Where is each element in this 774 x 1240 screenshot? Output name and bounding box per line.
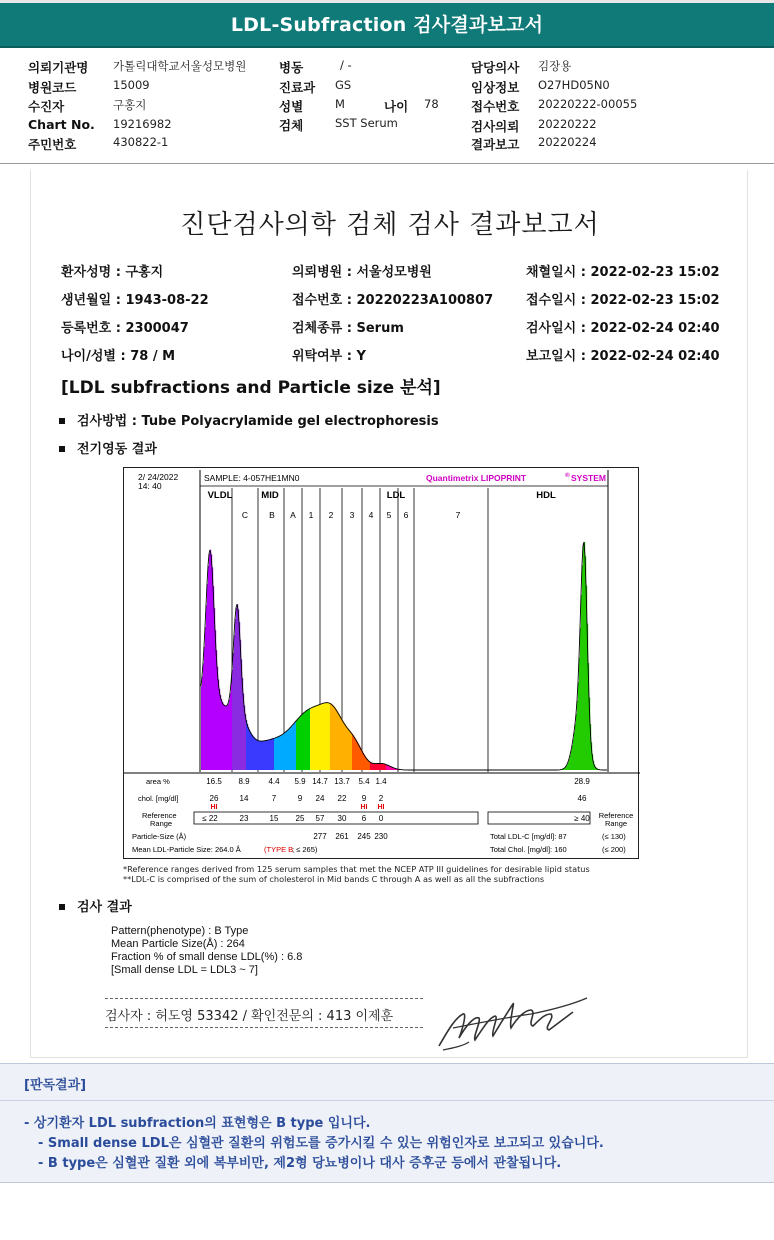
result-line: Pattern(phenotype) : B Type bbox=[111, 925, 249, 937]
divider bbox=[0, 163, 774, 164]
header-key: 병원코드 bbox=[28, 80, 77, 95]
judgement-line: - 상기환자 LDL subfraction의 표현형은 B type 입니다. bbox=[24, 1116, 371, 1131]
header-key: 접수번호 bbox=[471, 99, 520, 114]
divider bbox=[105, 998, 423, 999]
area-value: 5.4 bbox=[358, 777, 370, 786]
chol-value: 9 bbox=[361, 794, 367, 803]
chol-value: 26 bbox=[209, 794, 219, 803]
header-key: 병동 bbox=[279, 60, 304, 75]
patient-field: 나이/성별 : 78 / M bbox=[61, 349, 176, 364]
patient-field: 위탁여부 : Y bbox=[292, 349, 366, 364]
patient-field: 의뢰병원 : 서울성모병원 bbox=[292, 265, 432, 280]
signature-image bbox=[433, 988, 593, 1058]
area-value: 1.4 bbox=[375, 777, 387, 786]
report-title: 진단검사의학 검체 검사 결과보고서 bbox=[180, 210, 600, 240]
row-label: Reference bbox=[598, 811, 634, 820]
header-key: 주민번호 bbox=[28, 137, 77, 152]
header-value: 430822-1 bbox=[113, 135, 169, 149]
total-ldl-ref: (≤ 130) bbox=[602, 832, 626, 841]
result-line: [Small dense LDL = LDL3 ~ 7] bbox=[111, 964, 258, 976]
header-value: 구홍지 bbox=[113, 98, 147, 112]
note-line: **LDL-C is comprised of the sum of cholesterol in Mid bands C through A as well as all the subfractions bbox=[123, 873, 545, 884]
request-info-header bbox=[0, 54, 774, 158]
patient-field: 보고일시 : 2022-02-24 02:40 bbox=[526, 349, 720, 364]
ref-box bbox=[194, 812, 478, 824]
header-key: 의뢰기관명 bbox=[28, 60, 89, 75]
title-bar bbox=[0, 0, 774, 48]
patient-field: 접수일시 : 2022-02-23 15:02 bbox=[526, 293, 720, 308]
chart-sample-id: SAMPLE: 4-057HE1MN0 bbox=[204, 473, 300, 483]
chol-value: 14 bbox=[239, 794, 249, 803]
chol-value: 22 bbox=[337, 794, 347, 803]
header-key: 나이 bbox=[384, 99, 409, 114]
chart-system-label: Quantimetrix LIPOPRINT bbox=[426, 473, 527, 483]
chart-system-suffix: SYSTEM bbox=[571, 473, 606, 483]
band-label: 5 bbox=[386, 510, 392, 520]
chol-value: 24 bbox=[315, 794, 325, 803]
method-line bbox=[59, 410, 439, 429]
ref-value: 15 bbox=[269, 814, 279, 823]
hi-flag: HI bbox=[377, 804, 385, 811]
result-line: Fraction % of small dense LDL(%) : 6.8 bbox=[111, 951, 303, 963]
bullet-icon bbox=[59, 446, 65, 452]
group-label: HDL bbox=[536, 490, 556, 501]
judgement-panel bbox=[0, 1063, 774, 1183]
chart-notes bbox=[123, 865, 590, 884]
method-text: 검사방법 : Tube Polyacrylamide gel electrophoresis bbox=[77, 414, 439, 429]
inspector-line: 검사자 : 허도영 53342 / 확인전문의 : 413 이제훈 bbox=[105, 1009, 394, 1024]
judgement-line: - Small dense LDL은 심혈관 질환의 위험도를 증가시킬 수 있는 위험인자로 보고되고 있습니다. bbox=[38, 1136, 604, 1151]
chart-system-mark: ® bbox=[565, 472, 570, 479]
band-label: 3 bbox=[349, 510, 355, 520]
ref-value: 25 bbox=[295, 814, 305, 823]
area-value: 16.5 bbox=[206, 777, 222, 786]
header-value: 20220224 bbox=[538, 135, 597, 149]
header-value: 19216982 bbox=[113, 117, 172, 131]
total-chol-label: Total Chol. [mg/dl]: 160 bbox=[490, 845, 567, 854]
electro-title: 전기영동 결과 bbox=[77, 442, 157, 457]
judgement-title: [판독결과] bbox=[24, 1078, 87, 1093]
area-value: 4.4 bbox=[268, 777, 280, 786]
header-key: 결과보고 bbox=[471, 137, 520, 152]
curve-outline bbox=[201, 542, 607, 770]
ref-value: 30 bbox=[337, 814, 347, 823]
size-value: 245 bbox=[357, 832, 371, 841]
type-label: (TYPE B bbox=[264, 845, 294, 854]
band-label: 7 bbox=[455, 510, 461, 520]
band-label: 2 bbox=[328, 510, 334, 520]
result-heading bbox=[59, 896, 132, 915]
band-label: A bbox=[290, 510, 296, 520]
ref-value: ≥ 40 bbox=[574, 814, 590, 823]
band-label: 1 bbox=[308, 510, 314, 520]
group-label: VLDL bbox=[207, 490, 233, 501]
type-range: ; ≤ 265) bbox=[292, 845, 318, 854]
size-value: 277 bbox=[313, 832, 327, 841]
page-title: LDL-Subfraction 검사결과보고서 bbox=[230, 14, 544, 36]
group-label: MID bbox=[261, 490, 279, 501]
divider bbox=[105, 1027, 423, 1028]
ref-value: ≤ 22 bbox=[202, 814, 218, 823]
patient-field: 검사일시 : 2022-02-24 02:40 bbox=[526, 321, 720, 336]
chart-svg bbox=[124, 468, 640, 860]
patient-field: 환자성명 : 구홍지 bbox=[61, 265, 164, 280]
ref-value: 23 bbox=[239, 814, 249, 823]
patient-field: 채혈일시 : 2022-02-23 15:02 bbox=[526, 265, 720, 280]
chol-value: 7 bbox=[271, 794, 277, 803]
size-value: 261 bbox=[335, 832, 349, 841]
patient-field: 검체종류 : Serum bbox=[292, 321, 404, 336]
patient-field: 생년월일 : 1943-08-22 bbox=[61, 293, 209, 308]
header-value: O27HD05N0 bbox=[538, 78, 610, 92]
chol-value: 9 bbox=[297, 794, 303, 803]
area-value: 8.9 bbox=[238, 777, 250, 786]
row-label: area % bbox=[146, 777, 170, 786]
area-value: 13.7 bbox=[334, 777, 350, 786]
hi-flag: HI bbox=[360, 804, 368, 811]
ref-value: 0 bbox=[378, 814, 384, 823]
patient-field: 등록번호 : 2300047 bbox=[61, 321, 189, 336]
row-label: Reference bbox=[142, 811, 177, 820]
header-value: 김장용 bbox=[538, 59, 572, 73]
size-value: 230 bbox=[374, 832, 388, 841]
patient-field: 접수번호 : 20220223A100807 bbox=[292, 293, 494, 308]
hi-flag: HI bbox=[210, 804, 218, 811]
total-ldl-label: Total LDL-C [mg/dl]: 87 bbox=[490, 832, 567, 841]
header-value: 20220222 bbox=[538, 117, 597, 131]
electro-heading bbox=[59, 438, 157, 457]
header-value: 20220222-00055 bbox=[538, 97, 638, 111]
row-label: Range bbox=[150, 819, 173, 828]
area-value: 14.7 bbox=[312, 777, 328, 786]
result-line: Mean Particle Size(Å) : 264 bbox=[111, 938, 245, 950]
row-label: Particle-Size (Å) bbox=[132, 832, 187, 841]
band-label: C bbox=[241, 510, 249, 520]
chart-time: 14: 40 bbox=[138, 481, 162, 491]
ref-value: 6 bbox=[361, 814, 367, 823]
report-image bbox=[30, 170, 748, 1058]
header-key: 임상정보 bbox=[471, 80, 520, 95]
header-value: 78 bbox=[424, 97, 439, 111]
chart-date: 2/ 24/2022 bbox=[138, 472, 179, 482]
header-value: SST Serum bbox=[335, 116, 398, 130]
header-value: 가톨릭대학교서울성모병원 bbox=[113, 59, 247, 73]
ref-value: 57 bbox=[315, 814, 325, 823]
header-key: 검사의뢰 bbox=[471, 119, 520, 134]
header-key: Chart No. bbox=[28, 117, 95, 132]
chol-value: 2 bbox=[378, 794, 384, 803]
header-key: 수진자 bbox=[28, 99, 65, 114]
band-label: 6 bbox=[403, 510, 409, 520]
header-key: 진료과 bbox=[279, 80, 316, 95]
row-label: chol. [mg/dl] bbox=[138, 794, 179, 803]
group-label: LDL bbox=[386, 490, 406, 501]
chol-value: 46 bbox=[577, 794, 587, 803]
result-title: 검사 결과 bbox=[77, 900, 132, 915]
area-value: 28.9 bbox=[574, 777, 590, 786]
header-value: / - bbox=[340, 58, 352, 72]
result-block bbox=[111, 925, 302, 977]
mean-size-label: Mean LDL-Particle Size: 264.0 Å bbox=[132, 845, 241, 854]
note-line: *Reference ranges derived from 125 serum samples that met the NCEP ATP III guidelines for desirable lipid status bbox=[123, 864, 590, 874]
header-value: GS bbox=[335, 78, 352, 92]
area-value: 5.9 bbox=[294, 777, 306, 786]
divider bbox=[0, 1100, 774, 1101]
header-key: 성별 bbox=[279, 99, 304, 114]
total-chol-ref: (≤ 200) bbox=[602, 845, 626, 854]
bullet-icon bbox=[59, 904, 65, 910]
header-value: 15009 bbox=[113, 78, 150, 92]
bullet-icon bbox=[59, 418, 65, 424]
header-value: M bbox=[335, 97, 345, 111]
header-key: 담당의사 bbox=[471, 60, 520, 75]
band-label: 4 bbox=[368, 510, 374, 520]
electrophoresis-chart bbox=[123, 467, 639, 859]
band-label: B bbox=[269, 510, 275, 520]
header-key: 검체 bbox=[279, 118, 304, 133]
judgement-line: - B type은 심혈관 질환 외에 복부비만, 제2형 당뇨병이나 대사 증후군 등에서 관찰됩니다. bbox=[38, 1156, 562, 1171]
section-title: [LDL subfractions and Particle size 분석] bbox=[61, 378, 441, 398]
row-label: Range bbox=[604, 819, 628, 828]
